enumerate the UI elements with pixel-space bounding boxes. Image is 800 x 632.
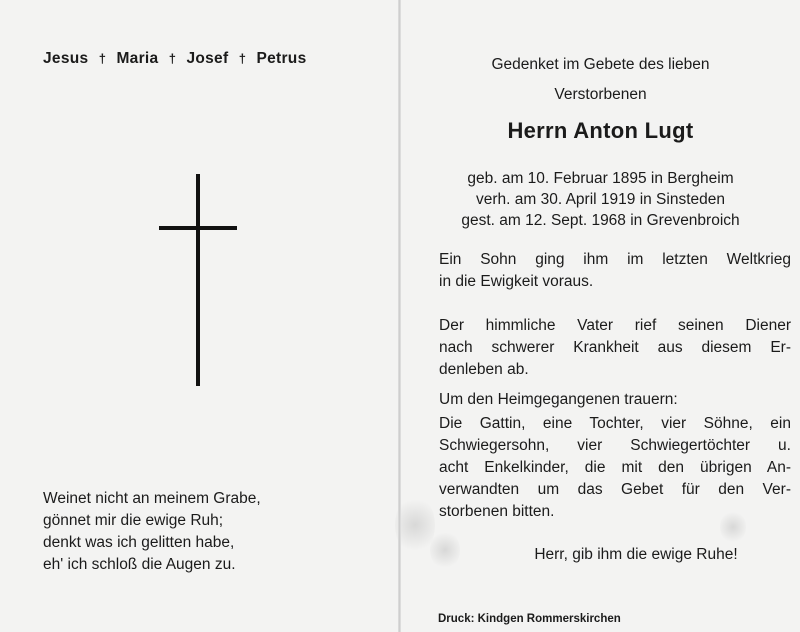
paragraph-line: Um den Heimgegangenen trauern: — [439, 391, 678, 408]
poem-line: denkt was ich gelitten habe, — [43, 534, 235, 551]
paragraph-line: acht Enkelkinder, die mit den übrigen An- — [439, 459, 791, 476]
paragraph-line: Der himmliche Vater rief seinen Diener — [439, 317, 791, 334]
marriage-date: verh. am 30. April 1919 in Sinsteden — [475, 191, 725, 208]
name-jesus: Jesus — [43, 50, 89, 67]
paragraph-line: denleben ab. — [439, 361, 529, 378]
name-josef: Josef — [186, 50, 229, 67]
right-panel — [401, 0, 800, 632]
mourners-paragraph — [439, 413, 791, 523]
death-date: gest. am 12. Sept. 1968 in Grevenbroich — [461, 212, 740, 229]
father-paragraph — [439, 315, 791, 381]
poem — [43, 488, 261, 576]
birth-date: geb. am 10. Februar 1895 in Bergheim — [467, 170, 734, 187]
cross-symbol: † — [98, 51, 107, 66]
poem-line: eh' ich schloß die Augen zu. — [43, 556, 236, 573]
life-dates — [401, 168, 800, 231]
name-maria: Maria — [116, 50, 159, 67]
son-paragraph — [439, 249, 791, 293]
closing-prayer: Herr, gib ihm die ewige Ruhe! — [534, 546, 738, 563]
paragraph-line: nach schwerer Krankheit aus diesem Er- — [439, 339, 791, 356]
cross-symbol: † — [238, 51, 247, 66]
paragraph-line: storbenen bitten. — [439, 503, 555, 520]
mourners-heading — [439, 389, 791, 411]
paragraph-line: verwandten um das Gebet für den Ver- — [439, 481, 791, 498]
cross-horizontal-bar — [159, 226, 237, 230]
poem-line: Weinet nicht an meinem Grabe, — [43, 490, 261, 507]
paragraph-line: Schwiegersohn, vier Schwiegertöchter u. — [439, 437, 791, 454]
intro-line: Gedenket im Gebete des lieben — [491, 56, 710, 73]
poem-line: gönnet mir die ewige Ruh; — [43, 512, 224, 529]
cross-vertical-bar — [196, 174, 200, 386]
printer-credit: Druck: Kindgen Rommerskirchen — [438, 613, 621, 625]
cross-symbol: † — [168, 51, 177, 66]
left-panel — [0, 0, 398, 632]
deceased-name: Herrn Anton Lugt — [507, 118, 694, 143]
paragraph-line: Ein Sohn ging ihm im letzten Weltkrieg — [439, 251, 791, 268]
holy-names — [43, 50, 307, 68]
paragraph-line: in die Ewigkeit voraus. — [439, 273, 594, 290]
name-petrus: Petrus — [256, 50, 307, 67]
intro-line: Verstorbenen — [554, 86, 647, 103]
paragraph-line: Die Gattin, eine Tochter, vier Söhne, ein — [439, 415, 791, 432]
